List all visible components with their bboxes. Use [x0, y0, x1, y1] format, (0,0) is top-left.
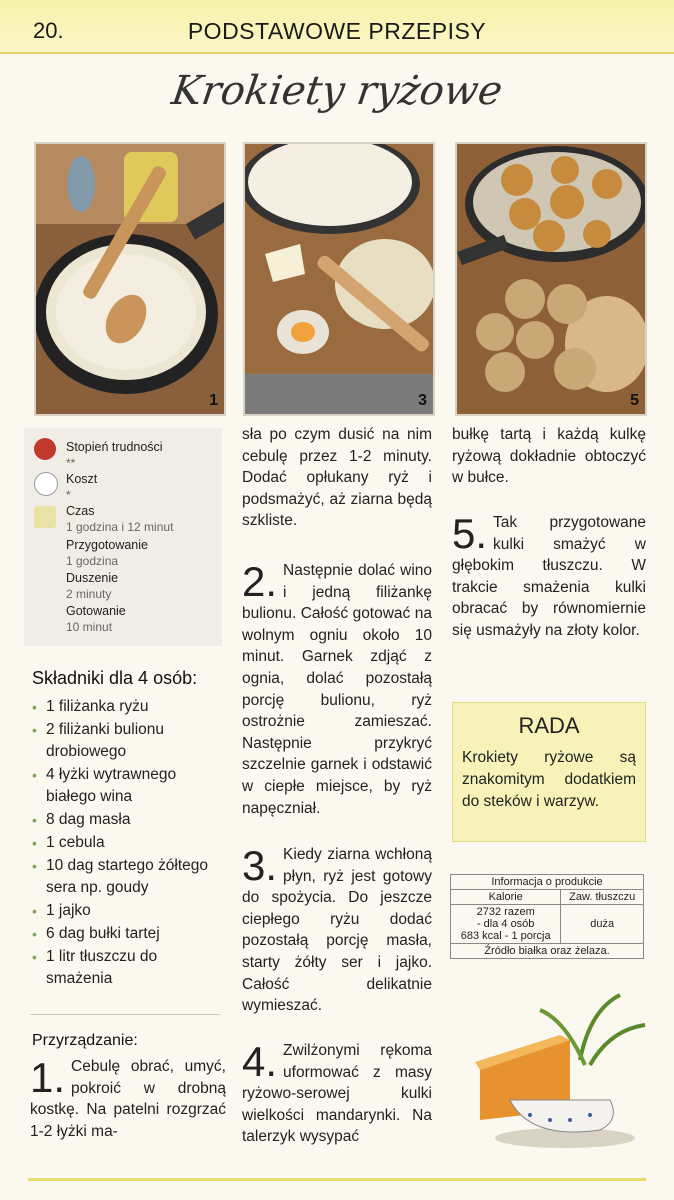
cook-value: 10 minut — [66, 620, 113, 634]
step-4-text-part2: bułkę tartą i każdą kulkę ryżową dokładnie obtoczyć w bułce. — [452, 426, 646, 487]
fat-value: duża — [561, 905, 644, 944]
step-4-continued — [452, 424, 646, 489]
step-5 — [452, 512, 646, 642]
calories-header: Kalorie — [451, 890, 561, 905]
calories-total: 2732 razem — [476, 906, 535, 918]
coin-icon — [34, 472, 58, 496]
list-item: • 2 filiżanki bulionu drobiowego — [30, 719, 225, 763]
calories-servings: - dla 4 osób — [476, 918, 535, 930]
list-item: • 1 cebula — [30, 832, 225, 854]
step-4-text-part1: Zwilżonymi rękoma uformować z masy ryżowo-serowej kulki wielkości mandarynki. Na talerzyk wysypać — [242, 1042, 432, 1146]
difficulty-value: ** — [66, 456, 76, 470]
bottom-rule — [28, 1178, 646, 1181]
photo-step-5 — [455, 142, 647, 416]
page-number: 20. — [33, 18, 64, 43]
photo-number: 1 — [209, 392, 218, 409]
cheese-gravy-decoration — [470, 990, 650, 1155]
tip-box — [452, 702, 646, 842]
prep-label: Przygotowanie — [66, 538, 148, 552]
cheese-egg-illustration — [245, 144, 433, 414]
prep-value: 1 godzina — [66, 554, 119, 568]
difficulty-label: Stopień trudności — [66, 440, 163, 454]
list-item: • 1 filiżanka ryżu — [30, 696, 225, 718]
list-item: • 10 dag startego żółtego sera np. goudy — [30, 855, 225, 899]
product-info-footer: Źródło białka oraz żelaza. — [451, 944, 644, 959]
step-3-text: Kiedy ziarna wchłoną płyn, ryż jest gotowy do spożycia. Do jeszcze ciepłego ryżu dodać pozostałą porcję masła, starty żółty ser i jajko. Całość delikatnie wymieszać. — [242, 846, 432, 1015]
step-number: 2. — [242, 558, 278, 605]
stew-value: 2 minuty — [66, 587, 112, 601]
list-item: • 8 dag masła — [30, 809, 225, 831]
step-1-continued — [242, 424, 432, 532]
step-4 — [242, 1040, 432, 1148]
photo-number: 5 — [630, 392, 639, 409]
step-number: 4. — [242, 1038, 278, 1085]
product-info-table — [450, 874, 644, 959]
step-1-text-part1: Cebulę obrać, umyć, pokroić w drobną kostkę. Na patelni rozgrzać 1-2 łyżki ma- — [30, 1058, 226, 1140]
step-3 — [242, 844, 432, 1017]
photo-step-1 — [34, 142, 226, 416]
calories-cell — [451, 905, 561, 944]
chef-hat-icon — [34, 438, 56, 460]
stew-label: Duszenie — [66, 571, 119, 585]
step-number: 3. — [242, 842, 278, 889]
list-item: • 6 dag bułki tartej — [30, 923, 225, 945]
tip-title: RADA — [518, 713, 580, 738]
calories-per-portion: 683 kcal - 1 porcja — [460, 930, 551, 942]
list-item: • 4 łyżki wytrawnego białego wina — [30, 764, 225, 808]
step-1-text-part2: sła po czym dusić na nim cebulę przez 1-2 minuty. Dodać opłukany ryż i podsmażyć, aż ziarna będą szkliste. — [242, 426, 432, 530]
photo-step-3 — [243, 142, 435, 416]
fat-header: Zaw. tłuszczu — [561, 890, 644, 905]
time-total: 1 godzina i 12 minut — [66, 520, 174, 534]
ingredients-title: Składniki dla 4 osób: — [32, 668, 198, 688]
time-label: Czas — [66, 504, 95, 518]
rice-pan-illustration — [36, 144, 224, 414]
fried-balls-illustration — [457, 144, 645, 414]
product-info-title: Informacja o produkcie — [451, 875, 644, 890]
step-2-text: Następnie dolać wino i jedną filiżankę bulionu. Całość gotować na wolnym ogniu około 10 minut. Garnek zdjąć z ognia, dolać pozostałą porcję bulionu, ryż ostrożnie zamieszać. Następnie przykryć szczelnie garnek i odstawić w ciepłe miejsce, by ryż napęczniał. — [242, 562, 432, 817]
list-item: • 1 litr tłuszczu do smażenia — [30, 946, 225, 990]
section-title: PODSTAWOWE PRZEPISY — [187, 18, 487, 44]
step-number: 1. — [30, 1054, 66, 1101]
step-5-text: Tak przygotowane kulki smażyć w głębokim tłuszczu. W trakcie smażenia kulki obracać by równomiernie się usmażyły na złoty kolor. — [452, 514, 646, 639]
cost-value: * — [66, 488, 71, 502]
step-2 — [242, 560, 432, 819]
step-number: 5. — [452, 510, 488, 557]
cost-label: Koszt — [66, 472, 98, 486]
divider — [30, 1014, 220, 1015]
photo-number: 3 — [418, 392, 427, 409]
cook-label: Gotowanie — [66, 604, 126, 618]
tip-text: Krokiety ryżowe są znakomitym dodatkiem do steków i warzyw. — [462, 749, 636, 810]
recipe-info-box — [24, 428, 222, 646]
recipe-title: Krokiety ryżowe — [168, 68, 506, 114]
preparation-title: Przyrządzanie: — [32, 1032, 138, 1049]
ingredients-list — [30, 696, 225, 991]
hourglass-icon — [34, 506, 56, 528]
step-1 — [30, 1056, 226, 1142]
list-item: • 1 jajko — [30, 900, 225, 922]
